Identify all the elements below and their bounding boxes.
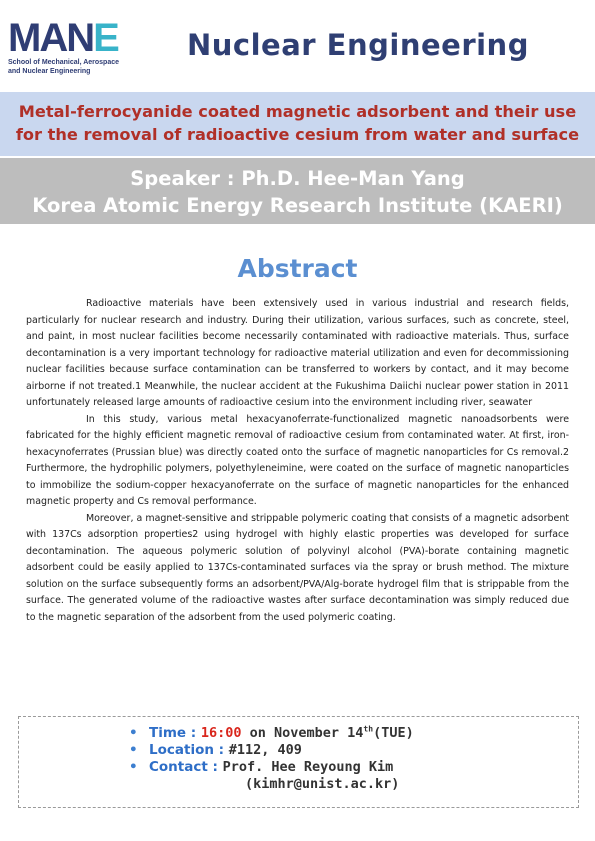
speaker-name: Speaker : Ph.D. Hee-Man Yang [130,167,465,190]
time-weekday: (TUE) [373,725,414,741]
event-location [129,742,414,759]
bullet-icon: • [129,725,138,741]
abstract-heading: Abstract [237,254,358,283]
time-label: Time : [149,725,201,741]
abstract-paragraph: In this study, various metal hexacyanoferrate-functionalized magnetic nanoadsorbents were fabricated for the highly efficient magnetic removal of radioactive cesium from contaminated water. At first, iron-hexacynoferrates (Prussian blue) was directly coated onto the surface of magnetic nanoparticles for Cs removal.2 Furthermore, the hydrophilic polymers, polyethyleneimine, were coated on the surface of magnetic nanoparticles to immobilize the sodium-copper hexacyanoferrate on the surface of magnetic nanoparticles for the enhanced magnetic property and Cs removal performance. [26,413,569,507]
event-time [129,725,414,742]
abstract-body [26,296,569,626]
department-title: Nuclear Engineering [187,28,529,62]
speaker-affiliation: Korea Atomic Energy Research Institute (KAERI) [32,194,563,217]
speaker-band [0,158,595,224]
talk-title-line1: Metal-ferrocyanide coated magnetic adsorbent and their use [18,102,577,121]
event-contact-email [129,776,414,793]
time-date-suffix: th [363,724,374,734]
contact-value: Prof. Hee Reyoung Kim [222,759,394,775]
logo-subtitle-line2: and Nuclear Engineering [8,68,91,75]
logo-subtitle [8,58,119,76]
event-info-box [18,716,579,808]
contact-label: Contact : [149,759,223,775]
event-contact [129,759,414,776]
contact-email[interactable]: (kimhr@unist.ac.kr) [245,776,400,792]
talk-title-line2: for the removal of radioactive cesium from water and surface [15,125,580,144]
location-value: #112, 409 [228,742,302,758]
logo-mark [8,16,118,60]
time-value: 16:00 [200,725,242,741]
talk-title-band [0,92,595,156]
bullet-icon: • [129,759,138,775]
logo-subtitle-line1: School of Mechanical, Aerospace [8,59,119,66]
abstract-paragraph: Moreover, a magnet-sensitive and strippable polymeric coating that consists of a magnetic adsorbent with 137Cs adsorption properties2 using hydrogel with highly elastic properties was developed for surface decontamination. The aqueous polymeric solution of polyvinyl alcohol (PVA)-borate containing magnetic adsorbent could be easily applied to 137Cs-contaminated surfaces via the spray or brush method. The mixture solution on the surface subsequently forms an adsorbent/PVA/Alg-borate hydrogel film that is strippable from the surface. The generated volume of the radioactive wastes after surface decontamination was simply reduced due to the magnetic separation of the adsorbent from the used polymeric coating. [26,512,569,623]
time-date: on November 14 [241,725,364,741]
event-info-list [129,725,414,793]
logo-mark-accent: E [93,16,118,60]
location-label: Location : [149,742,229,758]
logo-mark-main: MAN [8,16,94,60]
abstract-paragraph: Radioactive materials have been extensively used in various industrial and research fields, particularly for nuclear research and industry. During their utilization, various surfaces, such as concrete, steel, and paint, in most nuclear facilities become necessarily contaminated with radioactive materials. Thus, surface decontamination is a very important technology for radioactive material utilization and even for decommissioning nuclear facilities because surface contamination can be transferred to workers by contact, and it may become airborne if not treated.1 Meanwhile, the nuclear accident at the Fukushima Daiichi nuclear power station in 2011 unfortunately released large amounts of radioactive cesium into the environment including river, seawater [26,298,569,408]
school-logo [8,16,148,82]
bullet-icon: • [129,742,138,758]
